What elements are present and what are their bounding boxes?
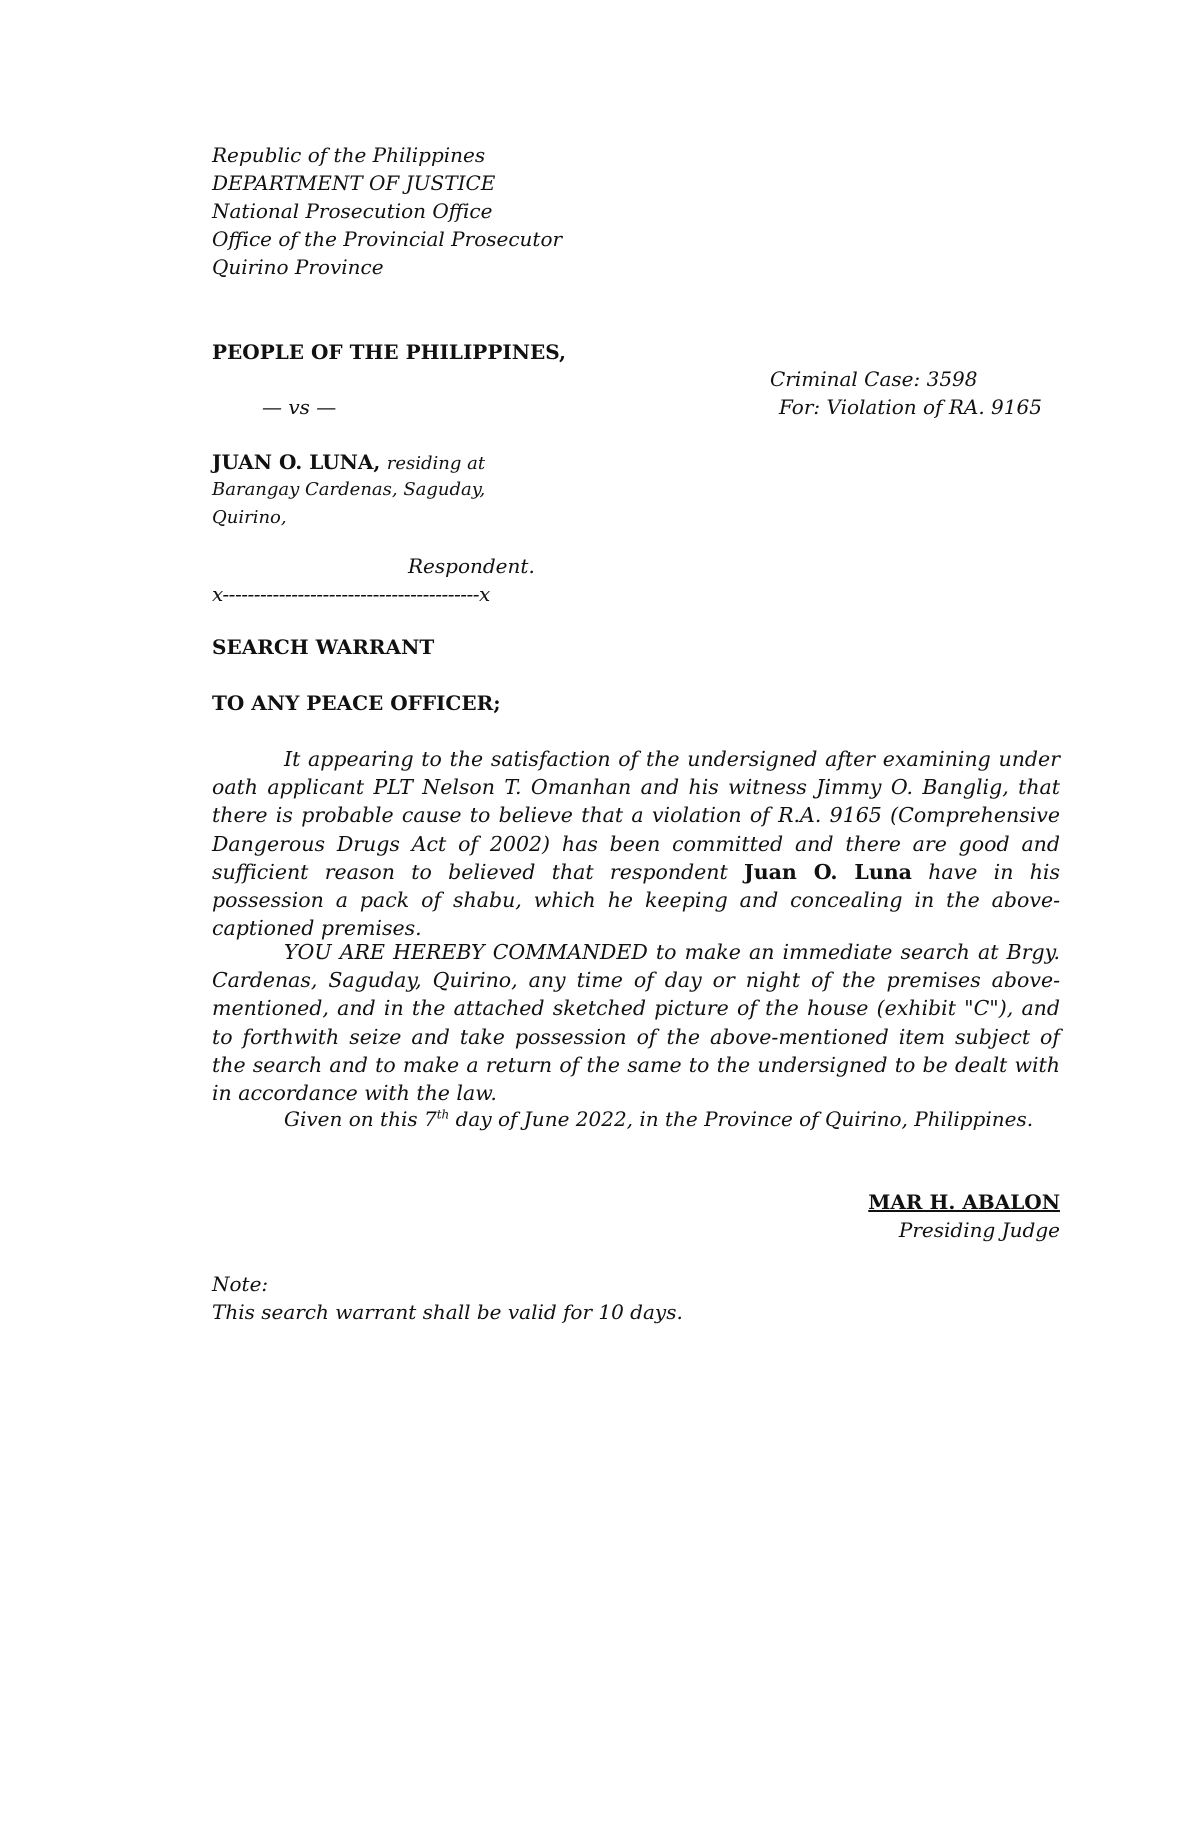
header-line-office: Office of the Provincial Prosecutor	[212, 227, 563, 251]
paragraph-probable-cause	[212, 745, 1060, 942]
given-text-after: day of June 2022, in the Province of Quirino, Philippines.	[449, 1107, 1034, 1131]
signature-block	[868, 1188, 1060, 1244]
office-header	[212, 141, 712, 281]
respondent-label: Respondent.	[408, 554, 535, 578]
respondent-address-line2: Quirino,	[212, 507, 287, 528]
given-text-before: Given on this 7	[284, 1107, 437, 1131]
judge-title: Presiding Judge	[898, 1218, 1060, 1242]
respondent-address-line1: Barangay Cardenas, Saguday,	[212, 479, 486, 500]
paragraph1-text-before: It appearing to the satisfaction of the undersigned after examining under oath applicant PLT Nelson T. Omanhan and his witness Jimmy O. Banglig, that there is probable cause to believe that a violation of R.A. 9165 (Comprehensive Dangerous Drugs Act of 2002) has been committed and there are good and sufficient reason to believed that respondent	[212, 747, 1060, 884]
versus-label: — vs —	[262, 395, 337, 419]
violation-label: For: Violation of RA. 9165	[779, 395, 1042, 419]
respondent-name: JUAN O. LUNA,	[212, 450, 381, 474]
paragraph-command: YOU ARE HEREBY COMMANDED to make an immediate search at Brgy. Cardenas, Saguday, Quirino, any time of day or night of the premises above-mentioned, and in the attached sketched picture of the house (exhibit "C"), and to forthwith seize and take possession of the above-mentioned item subject of the search and to make a return of the same to the undersigned to be dealt with in accordance with the law.	[212, 940, 1060, 1106]
addressee: TO ANY PEACE OFFICER;	[212, 691, 501, 715]
given-ordinal: th	[436, 1107, 450, 1122]
residing-at-label: residing at	[386, 453, 486, 474]
respondent-line	[212, 448, 485, 478]
judge-name: MAR H. ABALON	[868, 1190, 1060, 1214]
paragraph1-text-after: have in his possession a pack of shabu, which he keeping and concealing in the above-captioned premises.	[212, 859, 1060, 941]
given-date-line	[284, 1105, 1033, 1133]
criminal-case-number: Criminal Case: 3598	[770, 367, 978, 391]
document-title: SEARCH WARRANT	[212, 635, 435, 659]
header-line-province: Quirino Province	[212, 255, 384, 279]
paragraph1-respondent-name: Juan O. Luna	[744, 859, 912, 884]
note-label: Note:	[212, 1272, 269, 1296]
header-line-republic: Republic of the Philippines	[212, 143, 486, 167]
header-line-npo: National Prosecution Office	[212, 199, 493, 223]
caption-divider: x-----------------------------------------x	[212, 582, 490, 606]
header-line-department: DEPARTMENT OF JUSTICE	[212, 171, 496, 195]
note-text: This search warrant shall be valid for 10 days.	[212, 1300, 683, 1324]
plaintiff-name: PEOPLE OF THE PHILIPPINES,	[212, 340, 566, 364]
